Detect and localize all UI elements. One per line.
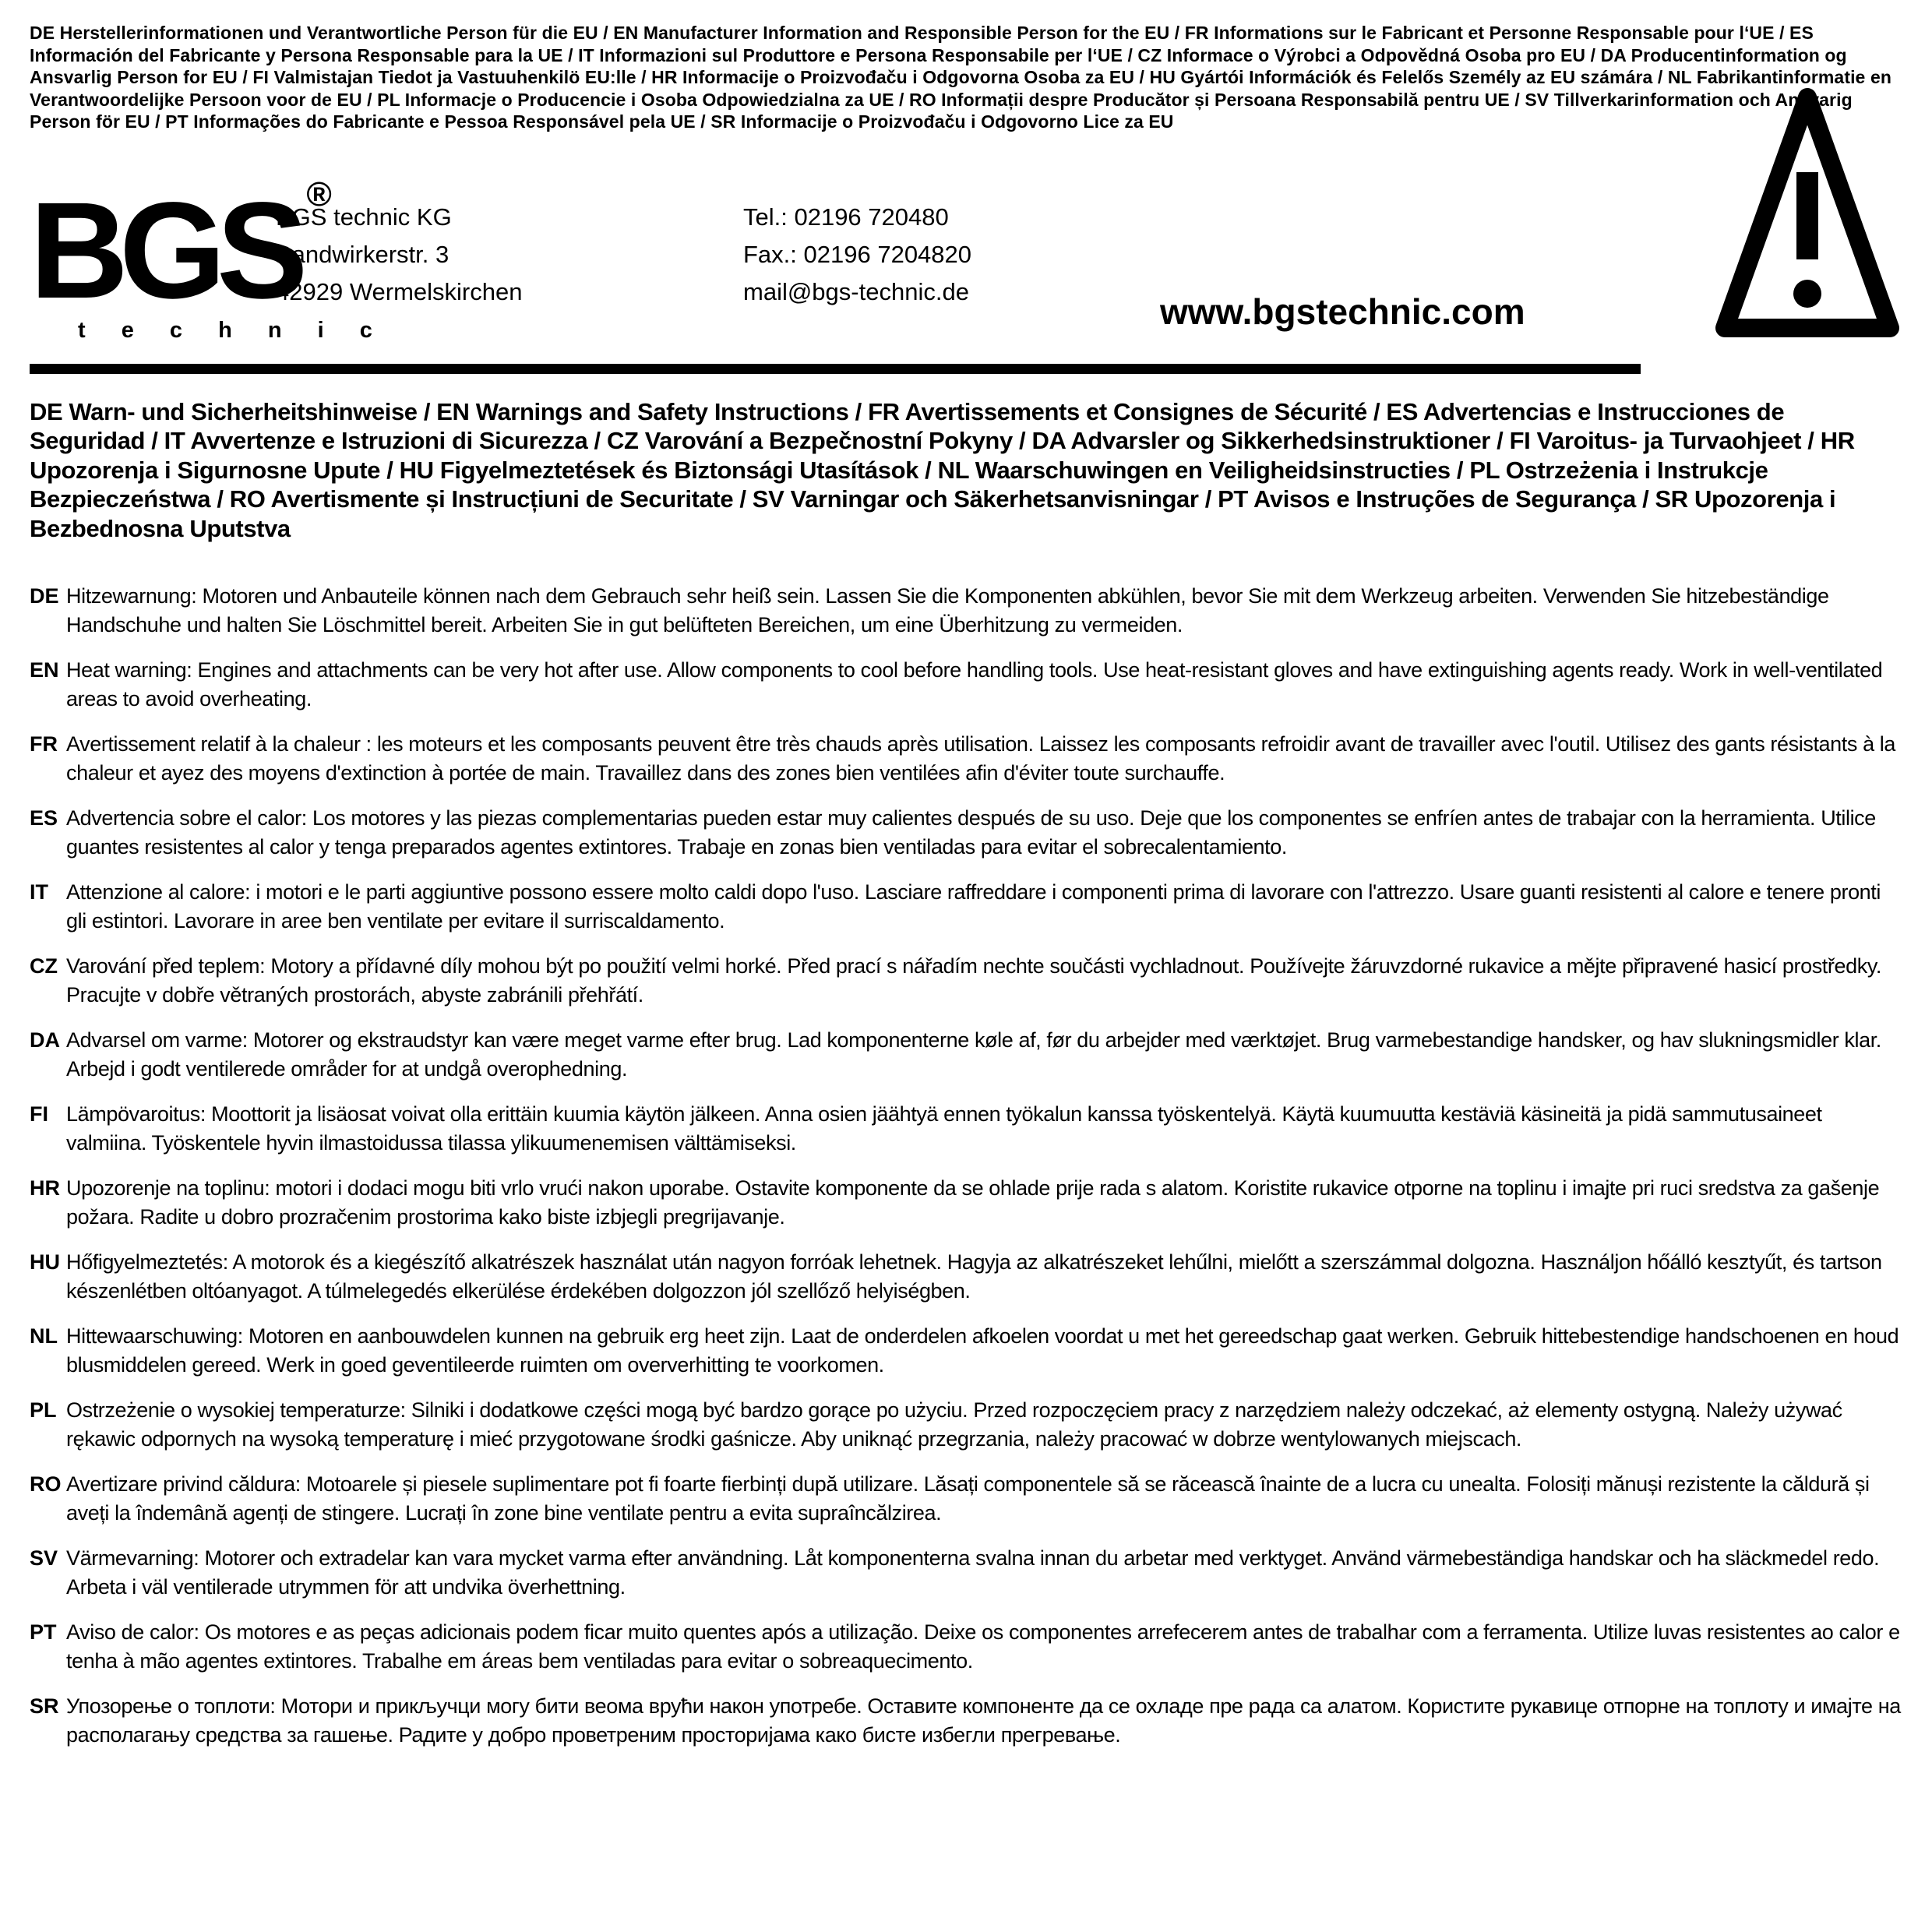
- phone-number: Tel.: 02196 720480: [743, 203, 949, 231]
- warning-row: [30, 878, 1901, 936]
- bgs-logo-wordmark: [30, 174, 332, 327]
- language-code: IT: [30, 880, 48, 904]
- warning-text: Upozorenje na toplinu: motori i dodaci mogu biti vrlo vrući nakon uporabe. Ostavite komponente da se ohlade prije rada s alatom. Koristite rukavice otporne na toplinu i imajte pri ruci sredstva za gašenje požara. Radite u dobro prozračenim prostorima kako biste izbjegli pregrijavanje.: [66, 1176, 1880, 1229]
- language-code: CZ: [30, 954, 58, 978]
- language-code: FR: [30, 732, 58, 756]
- warning-text: Attenzione al calore: i motori e le parti aggiuntive possono essere molto caldi dopo l'uso. Lasciare raffreddare i componenti prima di lavorare con l'attrezzo. Usare guanti resistenti al calore e tenere pronti gli estintori. Lavorare in aree ben ventilate per evitare il surriscaldamento.: [66, 880, 1881, 933]
- language-code: DA: [30, 1028, 60, 1052]
- warning-text: Heat warning: Engines and attachments can be very hot after use. Allow components to cool before handling tools. Use heat-resistant gloves and have extinguishing agents ready. Work in well-ventilated areas to avoid overheating.: [66, 658, 1883, 710]
- language-code: SV: [30, 1546, 58, 1570]
- warning-text: Värmevarning: Motorer och extradelar kan vara mycket varma efter användning. Låt komponenterna svalna innan du arbetar med verktyget. Använd värmebeständiga handskar och ha släckmedel redo. Arbeta i väl ventilerade utrymmen för att undvika överhettning.: [66, 1546, 1880, 1599]
- language-code: FI: [30, 1102, 48, 1126]
- manufacturer-header: DE Herstellerinformationen und Verantwortliche Person für die EU / EN Manufacturer Information and Responsible Person for the EU / FR Informations sur le Fabricant et Personne Responsable pour l‘UE / ES Información del Fabricante y Persona Responsable para la UE / IT Informazioni sul Produttore e Persona Responsabile per l‘UE / CZ Informace o Výrobci a Odpovědná Osoba pro EU / DA Producentinformation og Ansvarlig Person for EU / FI Valmistajan Tiedot ja Vastuuhenkilö EU:lle / HR Informacije o Proizvođaču i Odgovorna Osoba za EU / HU Gyártói Információk és Felelős Személy az EU számára / NL Fabrikantinformatie en Verantwoordelijke Persoon voor de EU / PL Informacje o Producencie i Osoba Odpowiedzialna za UE / RO Informații despre Producător și Persoana Responsabilă pentru UE / SV Tillverkarinformation och Ansvarig Person för EU / PT Informações do Fabricante e Pessoa Responsável pela UE / SR Informacije o Proizvođaču i Odgovorno Lice za EU: [30, 23, 1891, 132]
- warning-row: [30, 582, 1901, 640]
- language-code: PL: [30, 1398, 57, 1422]
- warning-text: Hittewaarschuwing: Motoren en aanbouwdelen kunnen na gebruik erg heet zijn. Laat de onderdelen afkoelen voordat u met het gereedschap gaat werken. Gebruik hittebestendige handschoenen en houd blusmiddelen gereed. Werk in goed geventileerde ruimten om oververhitting te voorkomen.: [66, 1324, 1899, 1377]
- warning-row: [30, 1618, 1901, 1676]
- warning-row: [30, 1396, 1901, 1454]
- language-code: ES: [30, 806, 58, 830]
- warning-text: Aviso de calor: Os motores e as peças adicionais podem ficar muito quentes após a utilização. Deixe os componentes arrefecerem antes de trabalhar com a ferramenta. Utilize luvas resistentes ao calor e tenha à mão agentes extintores. Trabalhe em áreas bem ventiladas para evitar o sobreaquecimento.: [66, 1620, 1900, 1673]
- warning-row: [30, 1692, 1901, 1750]
- warning-row: [30, 1026, 1901, 1084]
- brand-row: [30, 174, 1901, 356]
- fax-number: Fax.: 02196 7204820: [743, 240, 972, 268]
- warning-text: Varování před teplem: Motory a přídavné díly mohou být po použití velmi horké. Před prací s nářadím nechte součásti vychladnout. Používejte žáruvzdorné rukavice a mějte připravené hasicí prostředky. Pracujte v dobře větraných prostorách, abyste zabránili přehřátí.: [66, 954, 1882, 1007]
- warning-row: [30, 1248, 1901, 1306]
- warning-text: Hitzewarnung: Motoren und Anbauteile können nach dem Gebrauch sehr heiß sein. Lassen Sie die Komponenten abkühlen, bevor Sie mit dem Werkzeug arbeiten. Verwenden Sie hitzebeständige Handschuhe und halten Sie Löschmittel bereit. Arbeiten Sie in gut belüfteten Bereichen, um eine Überhitzung zu vermeiden.: [66, 584, 1829, 636]
- email-address: mail@bgs-technic.de: [743, 277, 969, 305]
- warning-text: Hőfigyelmeztetés: A motorok és a kiegészítő alkatrészek használat után nagyon forróak lehetnek. Hagyja az alkatrészeket lehűlni, mielőtt a szerszámmal dolgozna. Használjon hőálló kesztyűt, és tartson készenlétben oltóanyagot. A túlmelegedés elkerülése érdekében dolgozzon jól szellőző helyiségben.: [66, 1250, 1882, 1303]
- language-code: SR: [30, 1694, 59, 1718]
- company-city: 42929 Wermelskirchen: [276, 277, 523, 305]
- warning-row: [30, 952, 1901, 1010]
- language-code: NL: [30, 1324, 58, 1348]
- warning-row: [30, 656, 1901, 714]
- warnings-header: DE Warn- und Sicherheitshinweise / EN Warnings and Safety Instructions / FR Avertissements et Consignes de Sécurité / ES Advertencias e Instrucciones de Seguridad / IT Avvertenze e Istruzioni di Sicurezza / CZ Varování a Bezpečnostní Pokyny / DA Advarsler og Sikkerhedsinstruktioner / FI Varoitus- ja Turvaohjeet / HR Upozorenja i Sigurnosne Upute / HU Figyelmeztetések és Biztonsági Utasítások / NL Waarschuwingen en Veiligheidsinstructies / PL Ostrzeżenia i Instrukcje Bezpieczeństwa / RO Avertismente și Instrucțiuni de Securitate / SV Varningar och Säkerhetsanvisningar / PT Avisos e Instruções de Segurança / SR Upozorenja i Bezbednosna Uputstva: [30, 397, 1855, 542]
- warning-row: [30, 1470, 1901, 1528]
- language-code: RO: [30, 1472, 62, 1496]
- warning-row: [30, 730, 1901, 788]
- company-street: Bandwirkerstr. 3: [276, 240, 450, 268]
- warning-text: Advertencia sobre el calor: Los motores y las piezas complementarias pueden estar muy calientes después de su uso. Deje que los componentes se enfríen antes de trabajar con la herramienta. Utilice guantes resistentes al calor y tenga preparados agentes extintores. Trabaje en zonas bien ventiladas para evitar el sobrecalentamiento.: [66, 806, 1876, 858]
- warning-text: Lämpövaroitus: Moottorit ja lisäosat voivat olla erittäin kuumia käytön jälkeen. Anna osien jäähtyä ennen työkalun kanssa työskentelyä. Käytä kuumuutta kestäviä käsineitä ja pidä sammutusaineet valmiina. Työskentele hyvin ilmastoidussa tilassa ylikuumenemisen välttämiseksi.: [66, 1102, 1822, 1155]
- language-code: DE: [30, 584, 59, 608]
- warnings-list: [30, 582, 1901, 1750]
- language-code: PT: [30, 1620, 57, 1644]
- language-code: HR: [30, 1176, 60, 1200]
- company-name: BGS technic KG: [276, 203, 452, 231]
- warning-row: [30, 1322, 1901, 1380]
- warning-row: [30, 804, 1901, 862]
- registered-trademark-icon: ®: [306, 175, 332, 213]
- warning-text: Avertissement relatif à la chaleur : les moteurs et les composants peuvent être très chauds après utilisation. Laissez les composants refroidir avant de travailler avec l'outil. Utilisez des gants résistants à la chaleur et ayez des moyens d'extinction à portée de main. Travaillez dans des zones bien ventilées afin d'éviter toute surchauffe.: [66, 732, 1896, 784]
- warning-text: Упозорење о топлоти: Мотори и прикључци могу бити веома врући након употребе. Оставите компоненте да се охладе пре рада са алатом. Користите рукавице отпорне на топлоту и имајте на располагању средства за гашење. Радите у добро проветреним просторијама како бисте избегли прегревање.: [66, 1694, 1901, 1747]
- warning-triangle-icon: [1715, 85, 1899, 340]
- warning-row: [30, 1544, 1901, 1602]
- website-url: www.bgstechnic.com: [1160, 291, 1525, 332]
- warning-row: [30, 1100, 1901, 1158]
- bgs-logo-text: BGS: [30, 174, 299, 327]
- company-contact: [743, 178, 1160, 356]
- language-code: HU: [30, 1250, 60, 1274]
- divider-rule: [30, 364, 1641, 374]
- warning-text: Ostrzeżenie o wysokiej temperaturze: Silniki i dodatkowe części mogą być bardzo gorące po użyciu. Przed rozpoczęciem pracy z narzędziem należy odczekać, aż elementy ostygną. Należy używać rękawic odpornych na wysoką temperaturę i mieć przygotowane środki gaśnicze. Aby uniknąć przegrzania, należy pracować w dobrze wentylowanych miejscach.: [66, 1398, 1842, 1451]
- warning-row: [30, 1174, 1901, 1232]
- bgs-logo-subtext: t e c h n i c: [78, 317, 387, 343]
- warning-text: Advarsel om varme: Motorer og ekstraudstyr kan være meget varme efter brug. Lad komponenterne køle af, før du arbejder med værktøjet. Brug varmebestandige handsker, og hav slukningsmidler klar. Arbejd i godt ventilerede områder for at undgå overophedning.: [66, 1028, 1881, 1081]
- company-address: [276, 178, 743, 356]
- warning-text: Avertizare privind căldura: Motoarele și piesele suplimentare pot fi foarte fierbinți după utilizare. Lăsați componentele să se răcească înainte de a lucra cu unealta. Folosiți mănuși rezistente la căldură și aveți la îndemână agenți de stingere. Lucrați în zone bine ventilate pentru a evita supraîncălzirea.: [66, 1472, 1870, 1525]
- language-code: EN: [30, 658, 59, 682]
